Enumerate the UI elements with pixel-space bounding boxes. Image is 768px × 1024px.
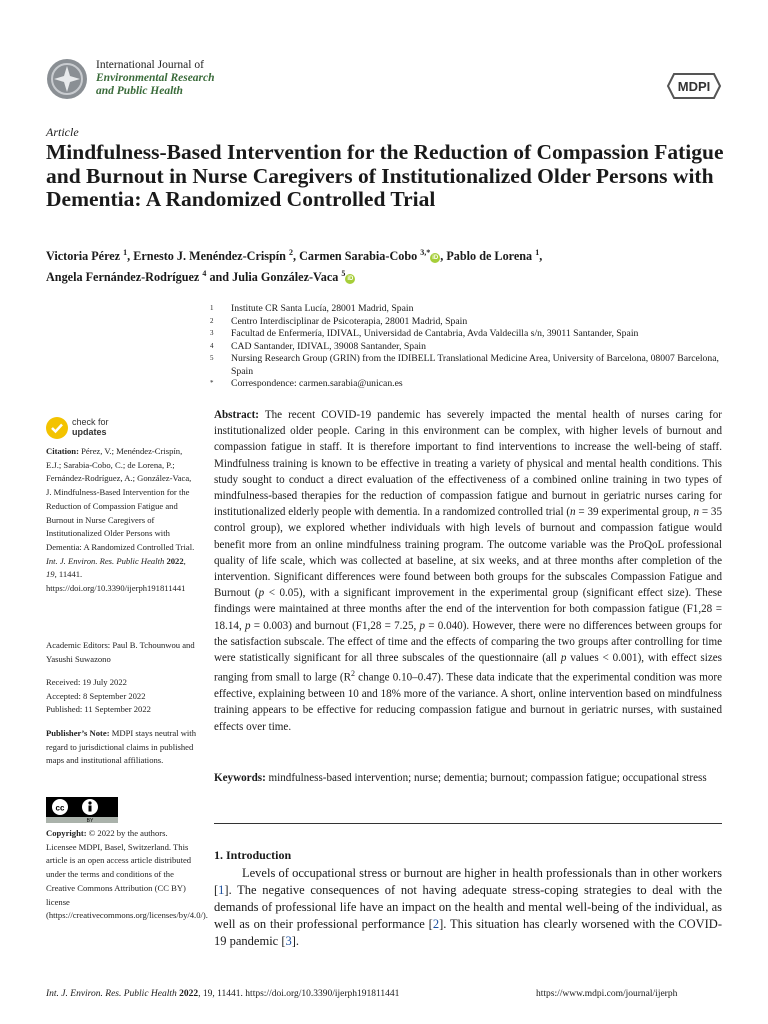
section-divider	[214, 823, 722, 824]
check-updates-label	[72, 417, 109, 437]
affiliation-number: 4	[210, 341, 214, 350]
abstract-italic: n	[693, 506, 700, 519]
dates-block	[46, 676, 198, 717]
footer-journal: Int. J. Environ. Res. Public Health	[46, 989, 177, 999]
abstract-label: Abstract:	[214, 409, 259, 421]
citation-label: Citation:	[46, 446, 79, 456]
abstract-italic: p	[244, 619, 251, 632]
footer-journal-url[interactable]: https://www.mdpi.com/journal/ijerph	[536, 989, 678, 999]
author-name[interactable]: Julia González-Vaca	[232, 270, 339, 285]
abstract-text: < 0.05), with a significant improvement in the experimental group (significant effect size). These findings were maintained at three months after the end of the intervention for both compassion fatigue (F1,28 = 18.14,	[214, 587, 722, 632]
author-list: Victoria Pérez $^1$, Ernesto J. Menéndez-Crispín $^2$, Carmen Sarabia-Cobo $^{3,*}$iD , Pablo de Lorena $^1$, Angela Fernández-Rodríguez $^4$ and Julia González-Vaca $^5$iD	[46, 248, 543, 285]
author-affil-sup: 1	[535, 248, 540, 257]
publisher-note-label: Publisher’s Note:	[46, 728, 110, 738]
citation-year: 2022	[166, 555, 184, 566]
citation-block: Citation: Pérez, V.; Menéndez-Crispín, E.J.; Sarabia-Cobo, C.; de Lorena, P.; Fernández-Rodríguez, A.; González-Vaca, J. Mindfulness-Based Intervention for the Reduction of Compassion Fatigue and Burnout in Nurse Caregivers of Institutionalized Older Persons with Dementia: A Randomized Controlled Trial. Int. J. Environ. Res. Public Health 2022, 19, 11441. https://doi.org/10.3390/ijerph191811441	[46, 446, 195, 594]
copyright-label: Copyright:	[46, 828, 87, 838]
affiliation-text: CAD Santander, IDIVAL, 39008 Santander, Spain	[231, 340, 426, 352]
author-affil-sup: 5	[341, 269, 346, 279]
author-conjunction: and	[209, 270, 230, 285]
svg-text:cc: cc	[55, 803, 65, 813]
check-updates-line2: updates	[72, 427, 107, 437]
intro-text: ]. This situation has clearly worsened with the COVID-19 pandemic [	[214, 917, 722, 948]
affiliation-list	[210, 303, 730, 391]
journal-name-line3: and Public Health	[96, 85, 183, 97]
intro-text: ]. The negative consequences of not having adequate stress-coping strategies to deal with the demands of professional life have an impact on the health and mental well-being of the individual, as well as on their professional performance [	[214, 883, 722, 931]
abstract-text: = 39 experimental group,	[575, 506, 694, 519]
check-updates-icon	[46, 417, 68, 439]
abstract-italic: p	[258, 587, 265, 600]
abstract-text: The recent COVID-19 pandemic has severely impacted the mental health of nurses caring for institutionalized older people. Caring in this environment can be complex, with higher levels of burnout and compassion fatigue in staff. It is therefore important to find interventions to increase the well-being of staff. Mindfulness training is known to be effective in treating a variety of physical and mental health conditions. This study sought to conduct a direct evaluation of the effectiveness of a combined online training in two types of mindfulness-based therapies for the reduction of compassion fatigue and burnout in geriatric nurses caring for institutionalized elderly people with dementia. In a randomized controlled trial (	[214, 409, 722, 519]
publisher-note-text: MDPI stays neutral with regard to jurisdictional claims in published maps and institutional affiliations.	[46, 728, 196, 766]
keywords-text: mindfulness-based intervention; nurse; dementia; burnout; compassion fatigue; occupational stress	[268, 772, 707, 784]
affiliation-item	[210, 303, 730, 316]
section-heading: 1. Introduction	[214, 848, 292, 862]
affiliation-number: 5	[210, 354, 214, 362]
received-date: Received: 19 July 2022	[46, 677, 127, 687]
affiliation-number: *	[210, 379, 214, 387]
author-affil-sup: 2	[288, 248, 293, 257]
intro-text: ].	[291, 934, 300, 948]
author-name[interactable]: Victoria Pérez	[46, 249, 121, 264]
citation-journal: Int. J. Environ. Res. Public Health	[46, 555, 165, 566]
footer-citation	[46, 989, 399, 999]
author-affil-sup: 3,*	[420, 248, 431, 257]
affiliation-number: 3	[210, 329, 214, 337]
keywords	[214, 770, 722, 786]
author-affil-sup: 1	[123, 248, 128, 257]
affiliation-number: 2	[210, 316, 214, 325]
citation-text: Pérez, V.; Menéndez-Crispín, E.J.; Sarabia-Cobo, C.; de Lorena, P.; Fernández-Rodríguez, A.; González-Vaca, J. Mindfulness-Based Intervention for the Reduction of Compassion Fatigue and Burnout in Nurse Caregivers of Institutionalized Older Persons with Dementia: A Randomized Controlled Trial.	[46, 446, 195, 552]
author-affil-sup: 4	[202, 269, 207, 279]
abstract-superscript: 2	[351, 669, 356, 679]
publisher-note	[46, 727, 198, 768]
check-updates-line1: check for	[72, 417, 109, 427]
published-date: Published: 11 September 2022	[46, 704, 151, 715]
reference-link[interactable]: 3	[285, 934, 292, 948]
affiliation-item	[210, 316, 730, 329]
mdpi-logo-icon	[666, 68, 722, 104]
affiliation-number: 1	[210, 304, 214, 312]
intro-text: Levels of occupational stress or burnout are higher in health professionals than in other workers [	[214, 866, 722, 897]
article-type: Article	[46, 125, 79, 139]
affiliation-text: Institute CR Santa Lucía, 28001 Madrid, Spain	[231, 303, 414, 314]
orcid-icon[interactable]: iD	[432, 255, 439, 262]
affiliation-text: Centro Interdisciplinar de Psicoterapia, 28001 Madrid, Spain	[231, 315, 468, 327]
keywords-label: Keywords:	[214, 772, 266, 784]
svg-text:BY: BY	[86, 818, 94, 823]
author-name[interactable]: Carmen Sarabia-Cobo	[299, 249, 418, 264]
copyright-block	[46, 827, 208, 923]
abstract-text: = 0.040). However, there were no differences between groups for the satisfaction subscale. The effect of time and the effects of comparing the two groups after controlling for time were statistically significant for all three subscales of the questionnaire (all	[214, 619, 722, 665]
article-title: Mindfulness-Based Intervention for the Reduction of Compassion Fatigue and Burnout in Nurse Caregivers of Institutionalized Older Persons with Dementia: A Randomized Controlled Trial	[46, 140, 724, 211]
citation-doi[interactable]: , 11441. https://doi.org/10.3390/ijerph191811441	[46, 569, 186, 594]
affiliation-item	[210, 341, 730, 354]
correspondence-email[interactable]: Correspondence: carmen.sarabia@unican.es	[231, 378, 403, 389]
citation-volume: 19	[46, 569, 55, 580]
author-name[interactable]: Angela Fernández-Rodríguez	[46, 270, 200, 285]
reference-link[interactable]: 2	[432, 917, 440, 931]
affiliation-item	[210, 378, 730, 391]
check-for-updates-button[interactable]	[46, 417, 166, 441]
publisher-name: MDPI	[677, 79, 711, 94]
affiliation-item	[210, 328, 730, 341]
footer-doi[interactable]: , 19, 11441. https://doi.org/10.3390/ijerph191811441	[198, 989, 400, 999]
author-name[interactable]: Ernesto J. Menéndez-Crispín	[133, 249, 286, 264]
abstract-text: = 0.003) and burnout (F1,28 = 7.25,	[250, 619, 420, 632]
abstract-text: = 35 control group), we explored whether individuals with high levels of burnout and compassion fatigue would benefit more from an online mindfulness training program. The outcome variable was the ProQoL professional quality of life scale, which was collected at baseline, at six weeks, and at three months after completion of the intervention. Significant differences were found between both groups for the subscales Compassion Fatigue and Burnout (	[214, 506, 722, 600]
affiliation-item	[210, 353, 730, 378]
author-name[interactable]: Pablo de Lorena	[446, 249, 533, 264]
journal-logo-icon	[46, 58, 88, 100]
copyright-text: © 2022 by the authors. Licensee MDPI, Basel, Switzerland. This article is an open access article distributed under the terms and conditions of the Creative Commons Attribution (CC BY) license (https://creativecommons.org/licenses/by/4.0/).	[46, 828, 208, 921]
abstract-italic: n	[570, 506, 576, 519]
abstract-text: change 0.10–0.47). These data indicate that the experimental condition was more effective, explaining between 10 and 18% more of the variance. A short, online intervention based on mindfulness training appears to be effective for reducing compassion fatigue and burnout in geriatric nurses, with sustained effects over time.	[214, 671, 722, 733]
footer-year: 2022	[179, 989, 199, 999]
abstract-italic: p	[419, 619, 426, 632]
journal-name-line2: Environmental Research	[96, 72, 215, 84]
journal-name-line1: International Journal of	[96, 59, 204, 71]
abstract	[214, 407, 722, 735]
orcid-icon[interactable]: iD	[347, 276, 354, 283]
journal-name	[96, 59, 215, 98]
accepted-date: Accepted: 8 September 2022	[46, 690, 146, 701]
affiliation-text: Facultad de Enfermería, IDIVAL, Universidad de Cantabria, Avda Valdecilla s/n, 39011 Santander, Spain	[231, 328, 639, 339]
academic-editors: Academic Editors: Paul B. Tchounwou and Yasushi Suwazono	[46, 640, 195, 664]
affiliation-text: Nursing Research Group (GRIN) from the IDIBELL Translational Medicine Area, University of Barcelona, 08007 Barcelona, Spain	[231, 353, 719, 377]
cc-by-license-icon[interactable]	[46, 797, 118, 823]
abstract-text: values < 0.001), with effect sizes ranging from small to large (R	[214, 652, 722, 684]
abstract-italic: p	[560, 652, 567, 665]
intro-paragraph	[214, 865, 722, 950]
reference-link[interactable]: 1	[218, 883, 225, 897]
